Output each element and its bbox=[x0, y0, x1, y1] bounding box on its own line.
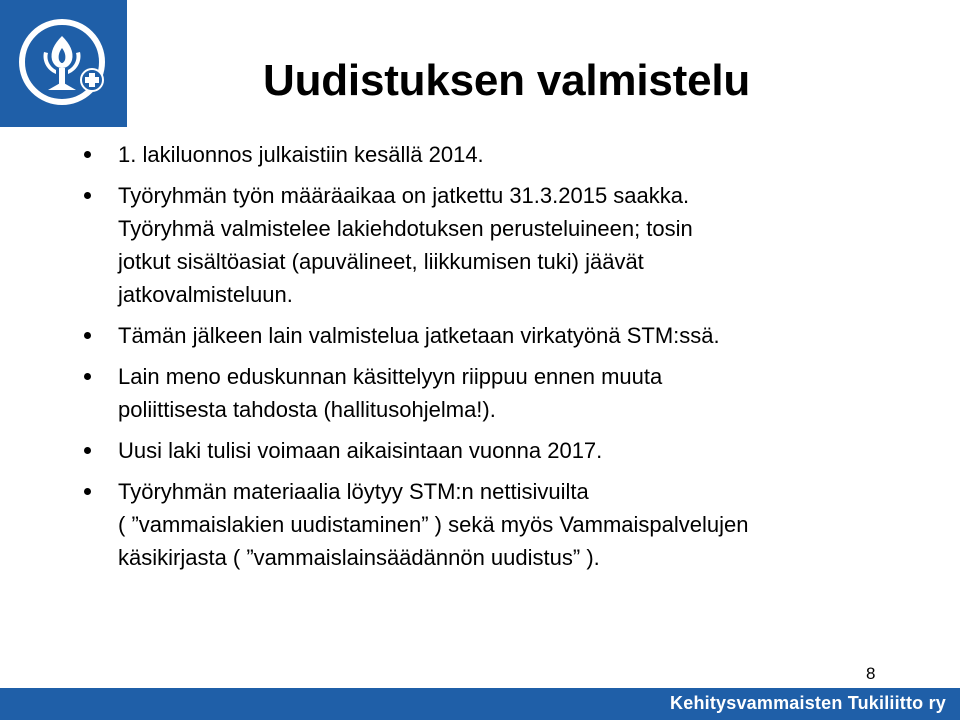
bullet-dot-icon bbox=[84, 192, 91, 199]
bullet-text-line: Työryhmä valmistelee lakiehdotuksen perusteluineen; tosin bbox=[118, 216, 693, 241]
footer-bar bbox=[0, 688, 960, 720]
bullet-text-line: ( ”vammaislakien uudistaminen” ) sekä myös Vammaispalvelujen bbox=[118, 512, 749, 537]
bullet-item bbox=[82, 138, 902, 171]
slide-title: Uudistuksen valmistelu bbox=[263, 56, 751, 105]
bullet-dot-icon bbox=[84, 447, 91, 454]
footer-organization-name: Kehitysvammaisten Tukiliitto ry bbox=[670, 693, 946, 713]
bullet-text-line: 1. lakiluonnos julkaistiin kesällä 2014. bbox=[118, 142, 484, 167]
bullet-text-line: Työryhmän työn määräaikaa on jatkettu 31.3.2015 saakka. bbox=[118, 183, 690, 208]
bullet-dot-icon bbox=[84, 332, 91, 339]
bullet-text-line: käsikirjasta ( ”vammaislainsäädännön uudistus” ). bbox=[118, 545, 600, 570]
bullet-text-line: Lain meno eduskunnan käsittelyyn riippuu ennen muuta bbox=[118, 364, 663, 389]
tukiliitto-flower-logo-icon bbox=[0, 0, 127, 127]
bullet-item bbox=[82, 179, 902, 311]
bullet-text-line: jatkovalmisteluun. bbox=[118, 282, 293, 307]
bullet-dot-icon bbox=[84, 373, 91, 380]
bullet-text-line: Työryhmän materiaalia löytyy STM:n nettisivuilta bbox=[118, 479, 589, 504]
bullet-text-line: Uusi laki tulisi voimaan aikaisintaan vuonna 2017. bbox=[118, 438, 603, 463]
logo-box bbox=[0, 0, 127, 127]
bullet-text-line: Tämän jälkeen lain valmistelua jatketaan virkatyönä STM:ssä. bbox=[118, 323, 720, 348]
bullet-dot-icon bbox=[84, 151, 91, 158]
bullet-item bbox=[82, 475, 902, 574]
bullet-list bbox=[82, 138, 902, 582]
bullet-item bbox=[82, 360, 902, 426]
bullet-dot-icon bbox=[84, 488, 91, 495]
bullet-item bbox=[82, 319, 902, 352]
page-number: 8 bbox=[866, 664, 876, 683]
bullet-text-line: jotkut sisältöasiat (apuvälineet, liikkumisen tuki) jäävät bbox=[118, 249, 644, 274]
bullet-text-line: poliittisesta tahdosta (hallitusohjelma!). bbox=[118, 397, 496, 422]
bullet-item bbox=[82, 434, 902, 467]
